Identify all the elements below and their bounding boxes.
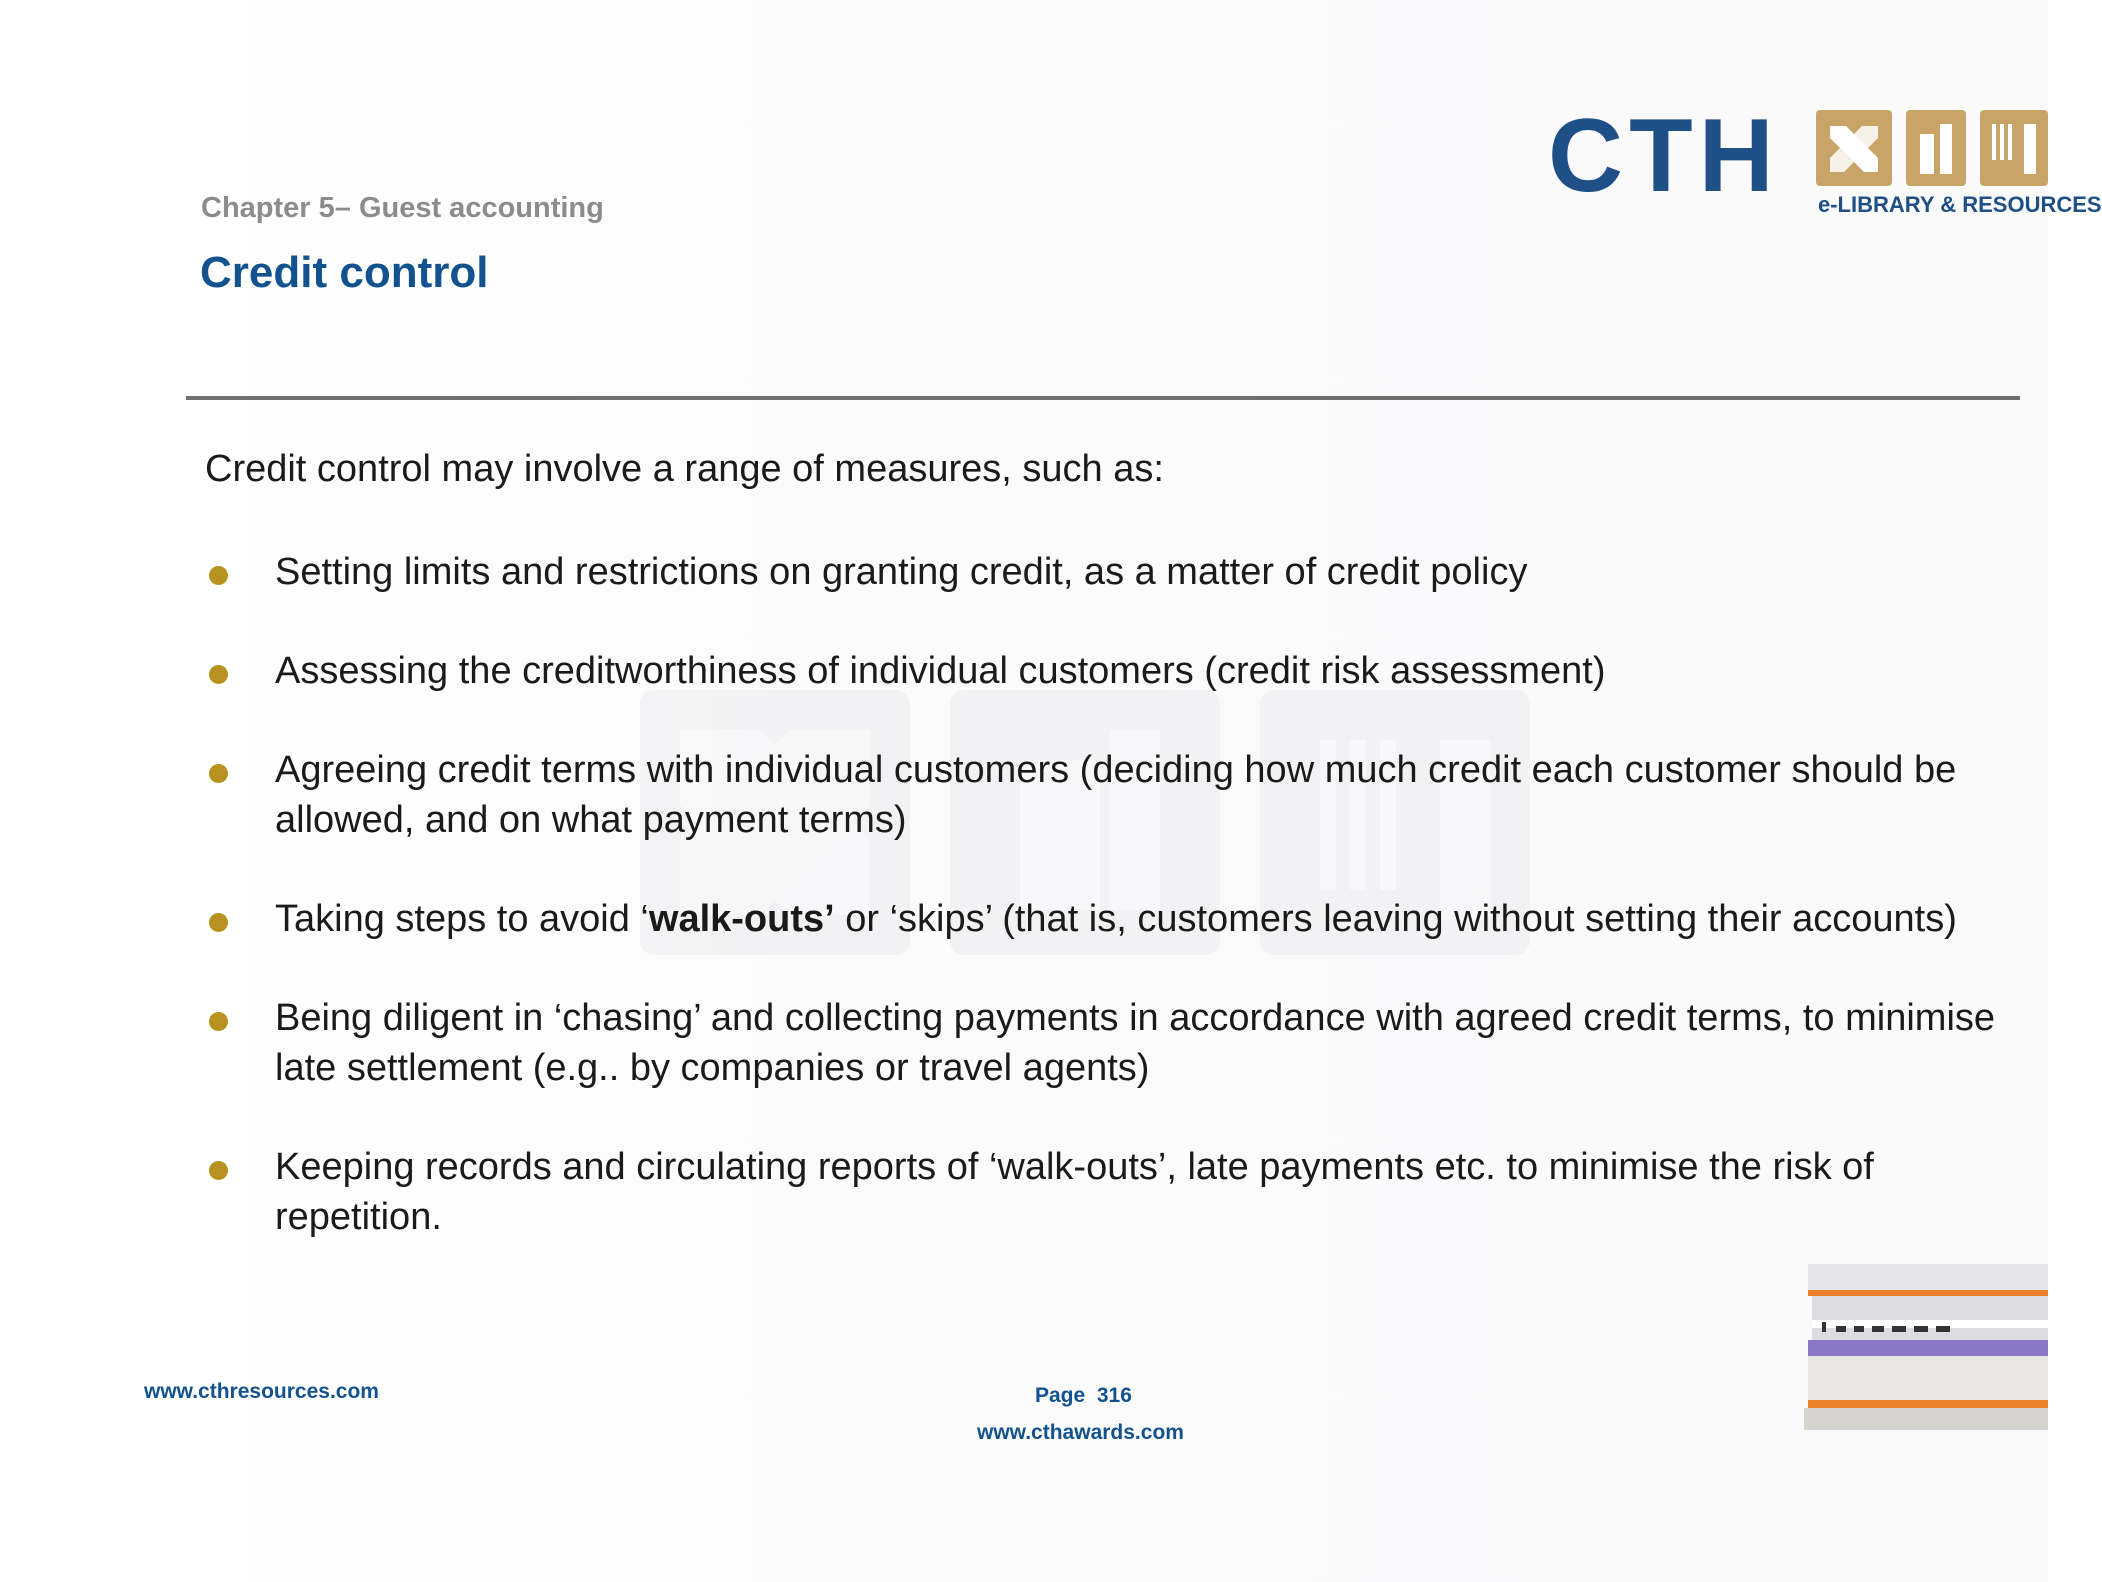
- page-number-value: 316: [1096, 1384, 1132, 1407]
- chapter-heading: Chapter 5– Guest accounting: [201, 192, 604, 224]
- list-item-text: Setting limits and restrictions on granting credit, as a matter of credit policy: [275, 551, 1528, 593]
- footer-resources-link[interactable]: www.cthresources.com: [144, 1380, 379, 1403]
- list-item-text: Assessing the creditworthiness of individual customers (credit risk assessment): [275, 650, 1606, 692]
- page-label: Page: [1035, 1384, 1086, 1407]
- page-number: [1035, 1384, 1132, 1408]
- bullet-dot-icon: [209, 1161, 228, 1180]
- logo-wordmark: CTH: [1548, 98, 1780, 214]
- bullet-dot-icon: [209, 913, 228, 932]
- list-item-text: Being diligent in ‘chasing’ and collecting payments in accordance with agreed credit terms, to minimise late settlement (e.g.. by companies or travel agents): [275, 997, 1996, 1089]
- logo-tiles-icon: [1816, 110, 2048, 186]
- walk-outs-prefix: Taking steps to avoid ‘: [275, 898, 649, 940]
- page-title: Credit control: [200, 248, 489, 297]
- footer-awards-link[interactable]: www.cthawards.com: [977, 1421, 1184, 1444]
- bullet-dot-icon: [209, 1012, 228, 1031]
- intro-text: Credit control may involve a range of measures, such as:: [205, 448, 1164, 490]
- books-stack-icon: [1800, 1262, 2048, 1432]
- logo-tagline: e-LIBRARY & RESOURCES: [1818, 192, 2102, 217]
- walk-outs-term: walk-outs’: [648, 898, 835, 940]
- cth-logo: [1548, 98, 2102, 224]
- list-item-text: [275, 894, 2005, 944]
- divider: [186, 396, 2020, 400]
- bullet-dot-icon: [209, 566, 228, 585]
- list-item-text: Agreeing credit terms with individual customers (deciding how much credit each customer should be allowed, and on what payment terms): [275, 749, 1957, 841]
- bullet-dot-icon: [209, 764, 228, 783]
- list-item-text: Keeping records and circulating reports of ‘walk-outs’, late payments etc. to minimise the risk of repetition.: [275, 1146, 1874, 1238]
- walk-outs-suffix: or ‘skips’ (that is, customers leaving without setting their accounts): [834, 898, 1957, 940]
- bullet-dot-icon: [209, 665, 228, 684]
